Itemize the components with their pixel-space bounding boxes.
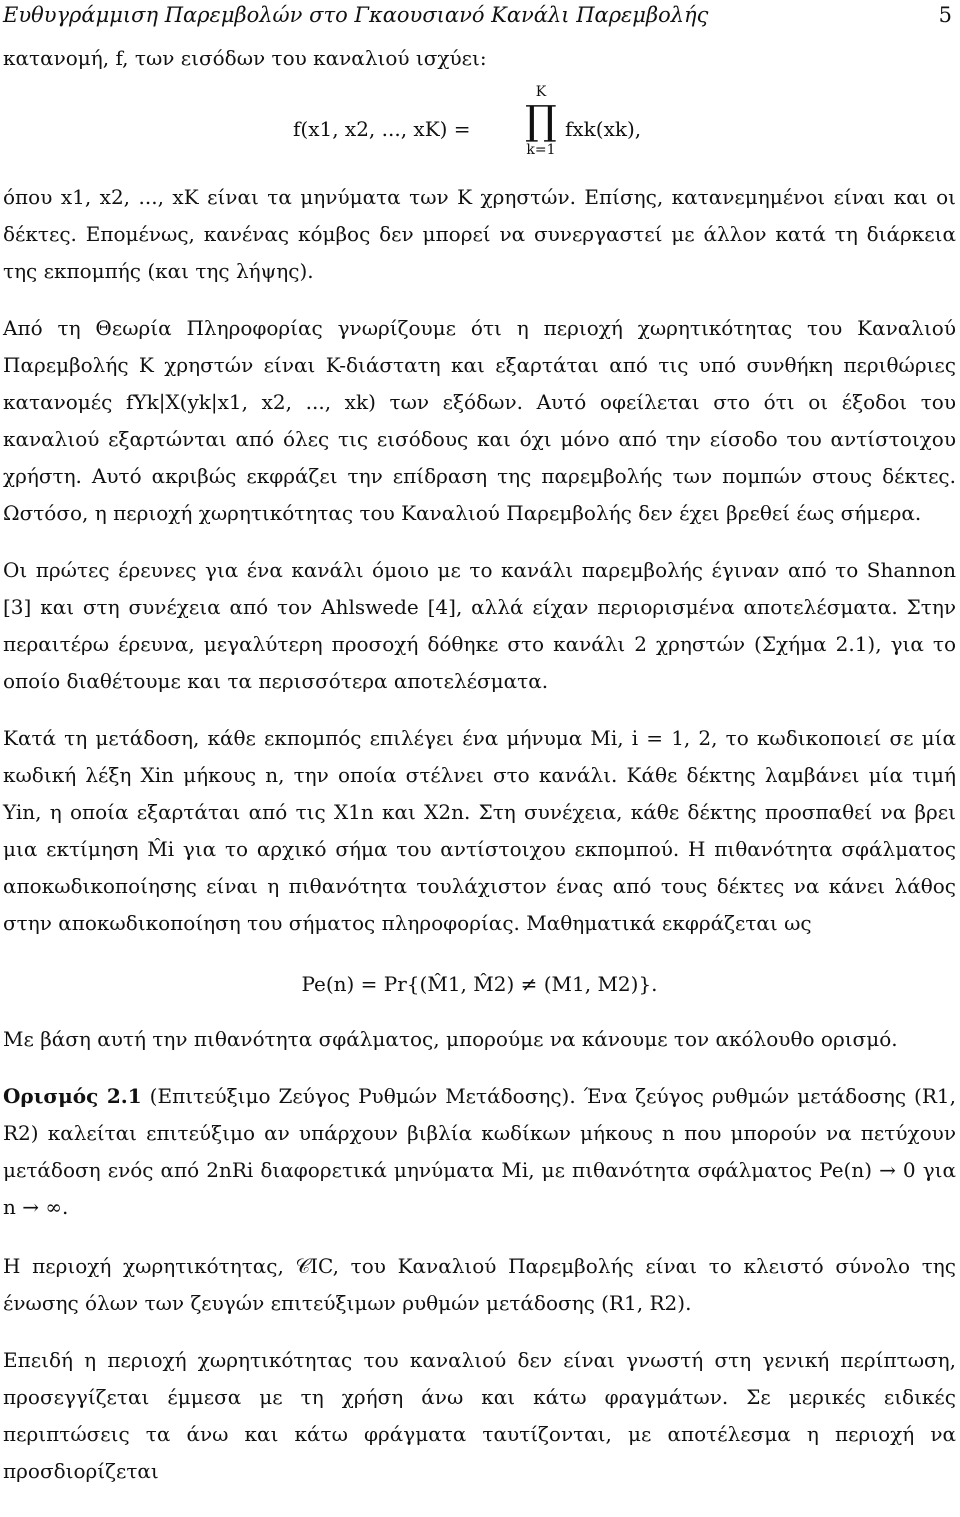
paragraph-research-history: Οι πρώτες έρευνες για ένα κανάλι όμοιο με το κανάλι παρεμβολής έγιναν από το Shannon [3] και στη συνέχεια από τον Ahlswede [4], αλλά είχαν περιορισμένα αποτελέσματα. Στην περαιτέρω έρευνα, μεγαλύτερη προσοχή δόθηκε στο κανάλι 2 χρηστών (Σχήμα 2.1), για το οποίο διαθέτουμε και τα περισσότερα αποτελέσματα.	[3, 558, 956, 693]
paragraph-receivers: όπου x1, x2, ..., xK είναι τα μηνύματα των K χρηστών. Επίσης, κατανεμημένοι είναι και οι δέκτες. Επομένως, κανένας κόμβος δεν μπορεί να συνεργαστεί με άλλον κατά τη διάρκεια της εκπομπής (και της λήψης).	[3, 185, 956, 283]
prod-upper: K	[535, 84, 547, 100]
running-header	[3, 0, 952, 30]
paragraph-intro: κατανομή, f, των εισόδων του καναλιού ισχύει:	[3, 46, 487, 70]
eq1-rhs: fxk(xk),	[565, 117, 642, 141]
definition-block	[3, 1078, 956, 1226]
paragraph-definition-intro: Με βάση αυτή την πιθανότητα σφάλματος, μπορούμε να κάνουμε τον ακόλουθο ορισμό.	[3, 1027, 898, 1051]
definition-label: Ορισμός 2.1	[3, 1084, 142, 1108]
equation-product	[3, 85, 956, 175]
paragraph-transmission: Κατά τη μετάδοση, κάθε εκπομπός επιλέγει ένα μήνυμα Mi, i = 1, 2, το κωδικοποιεί σε μία κωδική λέξη Xin μήκους n, την οποία στέλνει στο κανάλι. Κάθε δέκτης λαμβάνει μία τιμή Yin, η οποία εξαρτάται από τις X1n και X2n. Στη συνέχεια, κάθε δέκτης προσπαθεί να βρει μια εκτίμηση M̂i για το αρχικό σήμα του αντίστοιχου εκπομπού. Η πιθανότητα σφάλματος αποκωδικοποίησης είναι η πιθανότητα τουλάχιστον ένας από τους δέκτες να κάνει λάθος στην αποκωδικοποίηση του σήματος πληροφορίας. Μαθηματικά εκφράζεται ως	[3, 726, 956, 935]
paragraph-capacity-region: Από τη Θεωρία Πληροφορίας γνωρίζουμε ότι η περιοχή χωρητικότητας του Καναλιού Παρεμβολής K χρηστών είναι K-διάστατη και εξαρτάται από τις υπό συνθήκη περιθώριες κατανομές fYk|X(yk|x1, x2, ..., xk) των εξόδων. Αυτό οφείλεται στο ότι οι έξοδοι του καναλιού εξαρτώνται από όλες τις εισόδους και όχι μόνο από την είσοδο του αντίστοιχου χρήστη. Αυτό ακριβώς εκφράζει την επίδραση της παρεμβολής των πομπών στους δέκτες. Ωστόσο, η περιοχή χωρητικότητας του Καναλιού Παρεμβολής δεν έχει βρεθεί έως σήμερα.	[3, 316, 956, 525]
eq1-lhs: f(x1, x2, ..., xK) =	[293, 117, 471, 141]
paragraph-bounds: Επειδή η περιοχή χωρητικότητας του καναλιού δεν είναι γνωστή στη γενική περίπτωση, προσεγγίζεται έμμεσα με τη χρήση άνω και κάτω φραγμάτων. Σε μερικές ειδικές περιπτώσεις τα άνω και κάτω φράγματα ταυτίζονται, με αποτέλεσμα η περιοχή να προσδιορίζεται	[3, 1348, 956, 1483]
definition-text: (Επιτεύξιμο Ζεύγος Ρυθμών Μετάδοσης). Ένα ζεύγος ρυθμών μετάδοσης (R1, R2) καλείται επιτεύξιμο αν υπάρχουν βιβλία κωδίκων μήκους n που μπορούν να πετύχουν μετάδοση ενός από 2nRi διαφορετικά μηνύματα Mi, με πιθανότητα σφάλματος Pe(n) → 0 για n → ∞.	[3, 1084, 957, 1219]
product-symbol: K ∏ k=1	[525, 84, 557, 158]
body-text	[3, 40, 956, 1490]
paragraph-capacity-definition: Η περιοχή χωρητικότητας, 𝒞IC, του Καναλιού Παρεμβολής είναι το κλειστό σύνολο της ένωσης όλων των ζευγών επιτεύξιμων ρυθμών μετάδοσης (R1, R2).	[3, 1254, 956, 1315]
page-number: 5	[938, 3, 952, 27]
header-title: Ευθυγράμμιση Παρεμβολών στο Γκαουσιανό Κανάλι Παρεμβολής	[3, 3, 709, 27]
equation-error-probability: Pe(n) = Pr{(M̂1, M̂2) ≠ (M1, M2)}.	[301, 972, 658, 996]
prod-lower: k=1	[526, 142, 556, 158]
